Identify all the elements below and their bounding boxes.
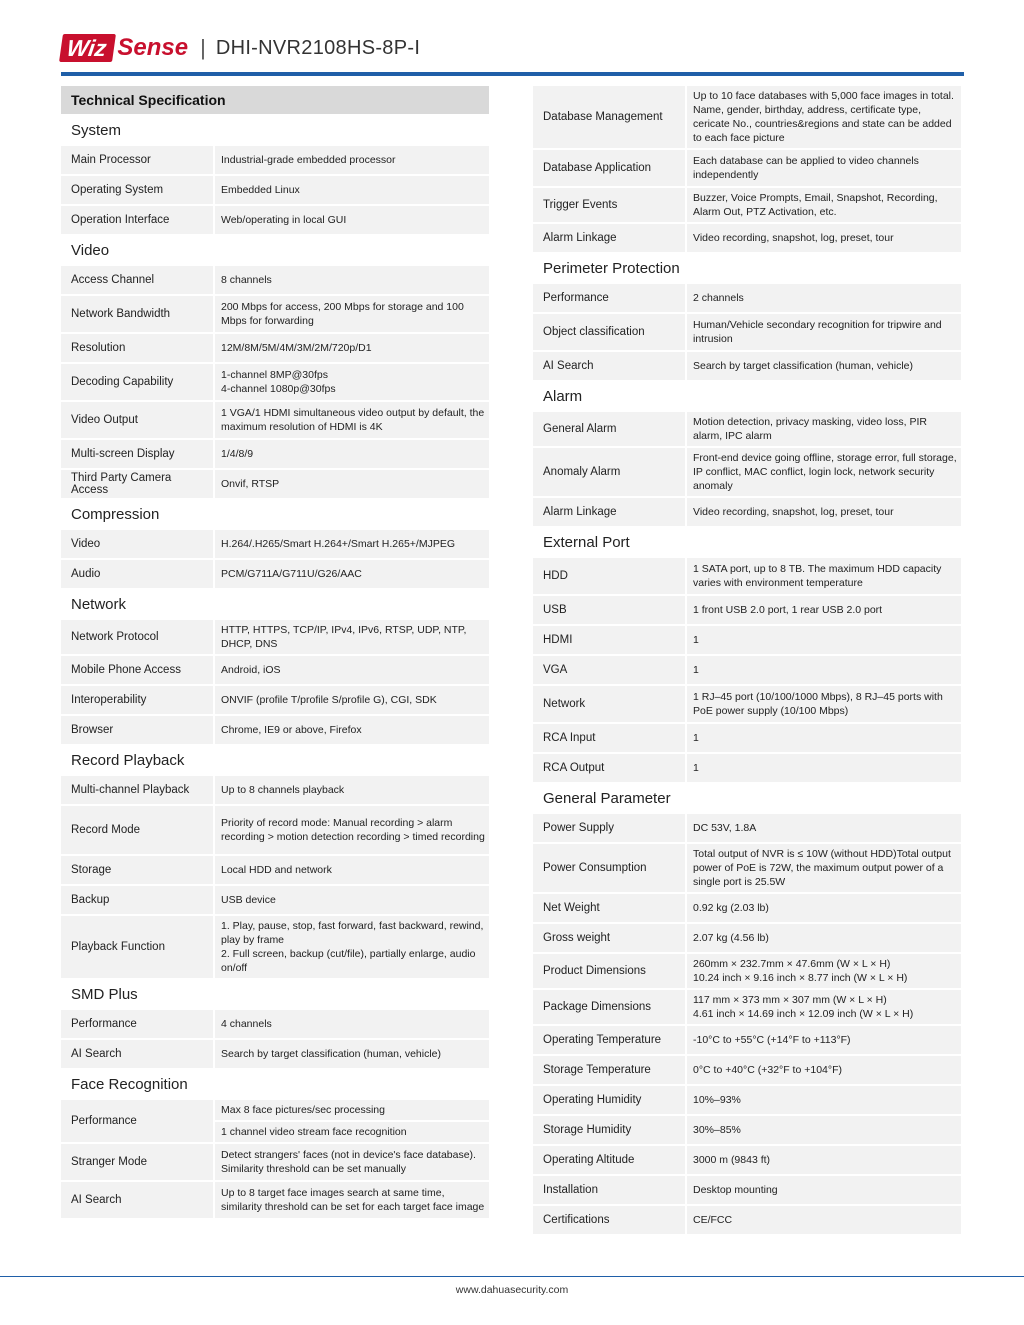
spec-section [533, 382, 961, 526]
left-sections [61, 116, 489, 1068]
spec-value: 10%–93% [687, 1086, 961, 1114]
section-title: Network [71, 596, 127, 613]
spec-row [61, 806, 489, 854]
spec-key: Storage Humidity [533, 1116, 685, 1144]
footer-rule [0, 1276, 1024, 1277]
spec-key: Browser [61, 716, 213, 744]
spec-row [533, 188, 961, 222]
spec-key: Access Channel [61, 266, 213, 294]
spec-section [61, 116, 489, 234]
spec-row [61, 206, 489, 234]
spec-key: Alarm Linkage [533, 498, 685, 526]
section-title: Video [71, 242, 110, 259]
spec-value: 1-channel 8MP@30fps 4-channel 1080p@30fps [215, 364, 489, 400]
spec-row [533, 844, 961, 892]
spec-key: Alarm Linkage [533, 224, 685, 252]
spec-key: Multi-channel Playback [61, 776, 213, 804]
spec-value: 1. Play, pause, stop, fast forward, fast backward, rewind, play by frame 2. Full screen, backup (cut/file), partially enlarge, audio on/off [215, 916, 489, 978]
spec-key: Anomaly Alarm [533, 448, 685, 496]
spec-row [533, 352, 961, 380]
spec-row [61, 364, 489, 400]
model-number: DHI-NVR2108HS-8P-I [215, 37, 421, 59]
spec-value: CE/FCC [687, 1206, 961, 1234]
spec-value: Up to 10 face databases with 5,000 face images in total. Name, gender, birthday, address, certificate type, cericate No., countries&regions and state can be added to each face picture [687, 86, 961, 148]
spec-row [533, 1176, 961, 1204]
spec-value: Detect strangers' faces (not in device's face database). Similarity threshold can be set manually [215, 1144, 489, 1180]
spec-value: PCM/G711A/G711U/G26/AAC [215, 560, 489, 588]
spec-value: Web/operating in local GUI [215, 206, 489, 234]
spec-row [61, 334, 489, 362]
section-title: Record Playback [71, 752, 185, 769]
spec-key: AI Search [533, 352, 685, 380]
spec-key: Multi-screen Display [61, 440, 213, 468]
spec-value: Search by target classification (human, vehicle) [687, 352, 961, 380]
spec-section [61, 746, 489, 978]
spec-value: Buzzer, Voice Prompts, Email, Snapshot, Recording, Alarm Out, PTZ Activation, etc. [687, 188, 961, 222]
spec-value: Embedded Linux [215, 176, 489, 204]
spec-value: HTTP, HTTPS, TCP/IP, IPv4, IPv6, RTSP, UDP, NTP, DHCP, DNS [215, 620, 489, 654]
spec-value: Onvif, RTSP [215, 470, 489, 498]
spec-value: USB device [215, 886, 489, 914]
logo-wiz-text: Wiz [59, 34, 116, 62]
spec-key: Network [533, 686, 685, 722]
face-rows [61, 1144, 489, 1218]
spec-key: Third Party Camera Access [61, 470, 213, 498]
spec-key: Power Supply [533, 814, 685, 842]
spec-key: Operation Interface [61, 206, 213, 234]
spec-row [533, 1086, 961, 1114]
spec-value: Video recording, snapshot, log, preset, tour [687, 224, 961, 252]
spec-value: 1 VGA/1 HDMI simultaneous video output by default, the maximum resolution of HDMI is 4K [215, 402, 489, 438]
spec-key: Video Output [61, 402, 213, 438]
spec-key: Network Protocol [61, 620, 213, 654]
spec-value: 1/4/8/9 [215, 440, 489, 468]
spec-row [533, 1206, 961, 1234]
spec-row [533, 224, 961, 252]
spec-value: 30%–85% [687, 1116, 961, 1144]
spec-row [533, 656, 961, 684]
spec-section [533, 784, 961, 1234]
spec-key: Mobile Phone Access [61, 656, 213, 684]
spec-key: Interoperability [61, 686, 213, 714]
spec-key: Gross weight [533, 924, 685, 952]
spec-value: Human/Vehicle secondary recognition for tripwire and intrusion [687, 314, 961, 350]
spec-value: 1 [687, 656, 961, 684]
spec-value: 1 [687, 626, 961, 654]
spec-key: Database Management [533, 86, 685, 148]
spec-row [61, 402, 489, 438]
spec-key: Decoding Capability [61, 364, 213, 400]
spec-value: 0.92 kg (2.03 lb) [687, 894, 961, 922]
right-column [533, 86, 961, 1236]
spec-row [533, 724, 961, 752]
spec-value: Up to 8 channels playback [215, 776, 489, 804]
section-title: External Port [543, 534, 630, 551]
spec-value: 117 mm × 373 mm × 307 mm (W × L × H) 4.61 inch × 14.69 inch × 12.09 inch (W × L × H) [687, 990, 961, 1024]
spec-value: Up to 8 target face images search at same time, similarity threshold can be set for each target face image [215, 1182, 489, 1218]
spec-row [61, 776, 489, 804]
spec-value: 12M/8M/5M/4M/3M/2M/720p/D1 [215, 334, 489, 362]
spec-row [533, 558, 961, 594]
spec-value: Max 8 face pictures/sec processing [215, 1100, 489, 1120]
section-title: System [71, 122, 122, 139]
spec-key: Database Application [533, 150, 685, 186]
spec-key: Net Weight [533, 894, 685, 922]
spec-key: Power Consumption [533, 844, 685, 892]
spec-row [533, 596, 961, 624]
header-separator: | [200, 35, 206, 60]
section-title: Compression [71, 506, 160, 523]
spec-key: Operating Temperature [533, 1026, 685, 1054]
spec-value: 1 [687, 754, 961, 782]
spec-key: AI Search [61, 1040, 213, 1068]
spec-row [61, 560, 489, 588]
spec-key: Object classification [533, 314, 685, 350]
spec-key: Operating Altitude [533, 1146, 685, 1174]
section-title: Perimeter Protection [543, 260, 680, 277]
spec-row [61, 686, 489, 714]
spec-value: 0°C to +40°C (+32°F to +104°F) [687, 1056, 961, 1084]
spec-row [61, 440, 489, 468]
spec-value: ONVIF (profile T/profile S/profile G), CGI, SDK [215, 686, 489, 714]
spec-key: Operating Humidity [533, 1086, 685, 1114]
spec-row [61, 1040, 489, 1068]
spec-row [61, 916, 489, 978]
spec-row [61, 1144, 489, 1180]
spec-key: General Alarm [533, 412, 685, 446]
spec-key: Stranger Mode [61, 1144, 213, 1180]
spec-row [533, 150, 961, 186]
spec-row [533, 894, 961, 922]
wizsense-logo [61, 33, 420, 63]
spec-row [533, 924, 961, 952]
spec-value: 2.07 kg (4.56 lb) [687, 924, 961, 952]
spec-key: Package Dimensions [533, 990, 685, 1024]
spec-row [61, 856, 489, 884]
spec-value: 200 Mbps for access, 200 Mbps for storage and 100 Mbps for forwarding [215, 296, 489, 332]
spec-row [61, 1182, 489, 1218]
left-column [61, 86, 489, 1220]
spec-key: Storage Temperature [533, 1056, 685, 1084]
page-header [61, 30, 964, 76]
section-title: Alarm [543, 388, 583, 405]
spec-title: Technical Specification [61, 86, 489, 114]
spec-key: Playback Function [61, 916, 213, 978]
spec-key: USB [533, 596, 685, 624]
spec-row [533, 412, 961, 446]
spec-value: DC 53V, 1.8A [687, 814, 961, 842]
spec-value: Priority of record mode: Manual recording > alarm recording > motion detection recording > timed recording [215, 806, 489, 854]
spec-key: AI Search [61, 1182, 213, 1218]
spec-key: VGA [533, 656, 685, 684]
spec-key: Operating System [61, 176, 213, 204]
section-title: SMD Plus [71, 986, 138, 1003]
spec-key: Resolution [61, 334, 213, 362]
spec-value: Chrome, IE9 or above, Firefox [215, 716, 489, 744]
spec-value: 1 [687, 724, 961, 752]
spec-key: Record Mode [61, 806, 213, 854]
spec-section [61, 590, 489, 744]
spec-value: Desktop mounting [687, 1176, 961, 1204]
spec-row [61, 530, 489, 558]
spec-row [61, 1010, 489, 1038]
spec-row [533, 86, 961, 148]
spec-row [61, 620, 489, 654]
spec-key: Backup [61, 886, 213, 914]
spec-values [215, 1100, 489, 1142]
spec-key: Performance [61, 1100, 213, 1142]
spec-value: 2 channels [687, 284, 961, 312]
spec-row [533, 448, 961, 496]
spec-value: Front-end device going offline, storage error, full storage, IP conflict, MAC conflict, login lock, network security anomaly [687, 448, 961, 496]
spec-key: Performance [61, 1010, 213, 1038]
spec-row [533, 314, 961, 350]
spec-row [61, 266, 489, 294]
spec-value: 3000 m (9843 ft) [687, 1146, 961, 1174]
spec-key: Main Processor [61, 146, 213, 174]
logo-sense-text: Sense [117, 34, 189, 61]
spec-row [533, 1116, 961, 1144]
spec-value: 8 channels [215, 266, 489, 294]
spec-key: Product Dimensions [533, 954, 685, 988]
spec-value: Each database can be applied to video channels independently [687, 150, 961, 186]
spec-section [61, 236, 489, 498]
spec-row [533, 814, 961, 842]
spec-value: Video recording, snapshot, log, preset, tour [687, 498, 961, 526]
right-sections [533, 254, 961, 1234]
section-title: General Parameter [543, 790, 671, 807]
spec-key: Certifications [533, 1206, 685, 1234]
spec-row [61, 886, 489, 914]
spec-row [533, 954, 961, 988]
spec-row [533, 1026, 961, 1054]
spec-section [533, 528, 961, 782]
spec-value: Local HDD and network [215, 856, 489, 884]
spec-value: 1 channel video stream face recognition [215, 1122, 489, 1142]
spec-value: 1 front USB 2.0 port, 1 rear USB 2.0 port [687, 596, 961, 624]
spec-row [61, 470, 489, 498]
spec-row [61, 146, 489, 174]
spec-row [533, 498, 961, 526]
spec-value: Total output of NVR is ≤ 10W (without HDD)Total output power of PoE is 72W, the maximum output power of a single port is 25.5W [687, 844, 961, 892]
face-recognition-section [61, 1070, 489, 1218]
spec-value: 1 RJ–45 port (10/100/1000 Mbps), 8 RJ–45 ports with PoE power supply (10/100 Mbps) [687, 686, 961, 722]
spec-value: -10°C to +55°C (+14°F to +113°F) [687, 1026, 961, 1054]
spec-section [61, 500, 489, 588]
spec-key: RCA Input [533, 724, 685, 752]
spec-row [61, 296, 489, 332]
spec-key: Video [61, 530, 213, 558]
spec-row [533, 1056, 961, 1084]
header-rule [61, 72, 964, 76]
spec-key: Audio [61, 560, 213, 588]
spec-section [533, 254, 961, 380]
spec-row [533, 686, 961, 722]
spec-key: Installation [533, 1176, 685, 1204]
spec-value: 260mm × 232.7mm × 47.6mm (W × L × H) 10.24 inch × 9.16 inch × 8.77 inch (W × L × H) [687, 954, 961, 988]
spec-value: Motion detection, privacy masking, video loss, PIR alarm, IPC alarm [687, 412, 961, 446]
spec-row [61, 1100, 489, 1142]
spec-key: RCA Output [533, 754, 685, 782]
spec-row [61, 716, 489, 744]
spec-row [533, 1146, 961, 1174]
spec-row [533, 626, 961, 654]
spec-value: Android, iOS [215, 656, 489, 684]
spec-value: Industrial-grade embedded processor [215, 146, 489, 174]
footer-url: www.dahuasecurity.com [455, 1284, 569, 1296]
section-title: Face Recognition [71, 1076, 188, 1093]
spec-value: 4 channels [215, 1010, 489, 1038]
spec-value: 1 SATA port, up to 8 TB. The maximum HDD capacity varies with environment temperature [687, 558, 961, 594]
spec-key: HDMI [533, 626, 685, 654]
spec-key: Trigger Events [533, 188, 685, 222]
spec-key: HDD [533, 558, 685, 594]
spec-value: H.264/.H265/Smart H.264+/Smart H.265+/MJPEG [215, 530, 489, 558]
spec-row [61, 656, 489, 684]
spec-row [533, 284, 961, 312]
spec-value: Search by target classification (human, vehicle) [215, 1040, 489, 1068]
spec-row [533, 990, 961, 1024]
spec-row [533, 754, 961, 782]
spec-key: Network Bandwidth [61, 296, 213, 332]
spec-key: Storage [61, 856, 213, 884]
right-top-rows [533, 86, 961, 252]
spec-row [61, 176, 489, 204]
spec-section [61, 980, 489, 1068]
spec-key: Performance [533, 284, 685, 312]
